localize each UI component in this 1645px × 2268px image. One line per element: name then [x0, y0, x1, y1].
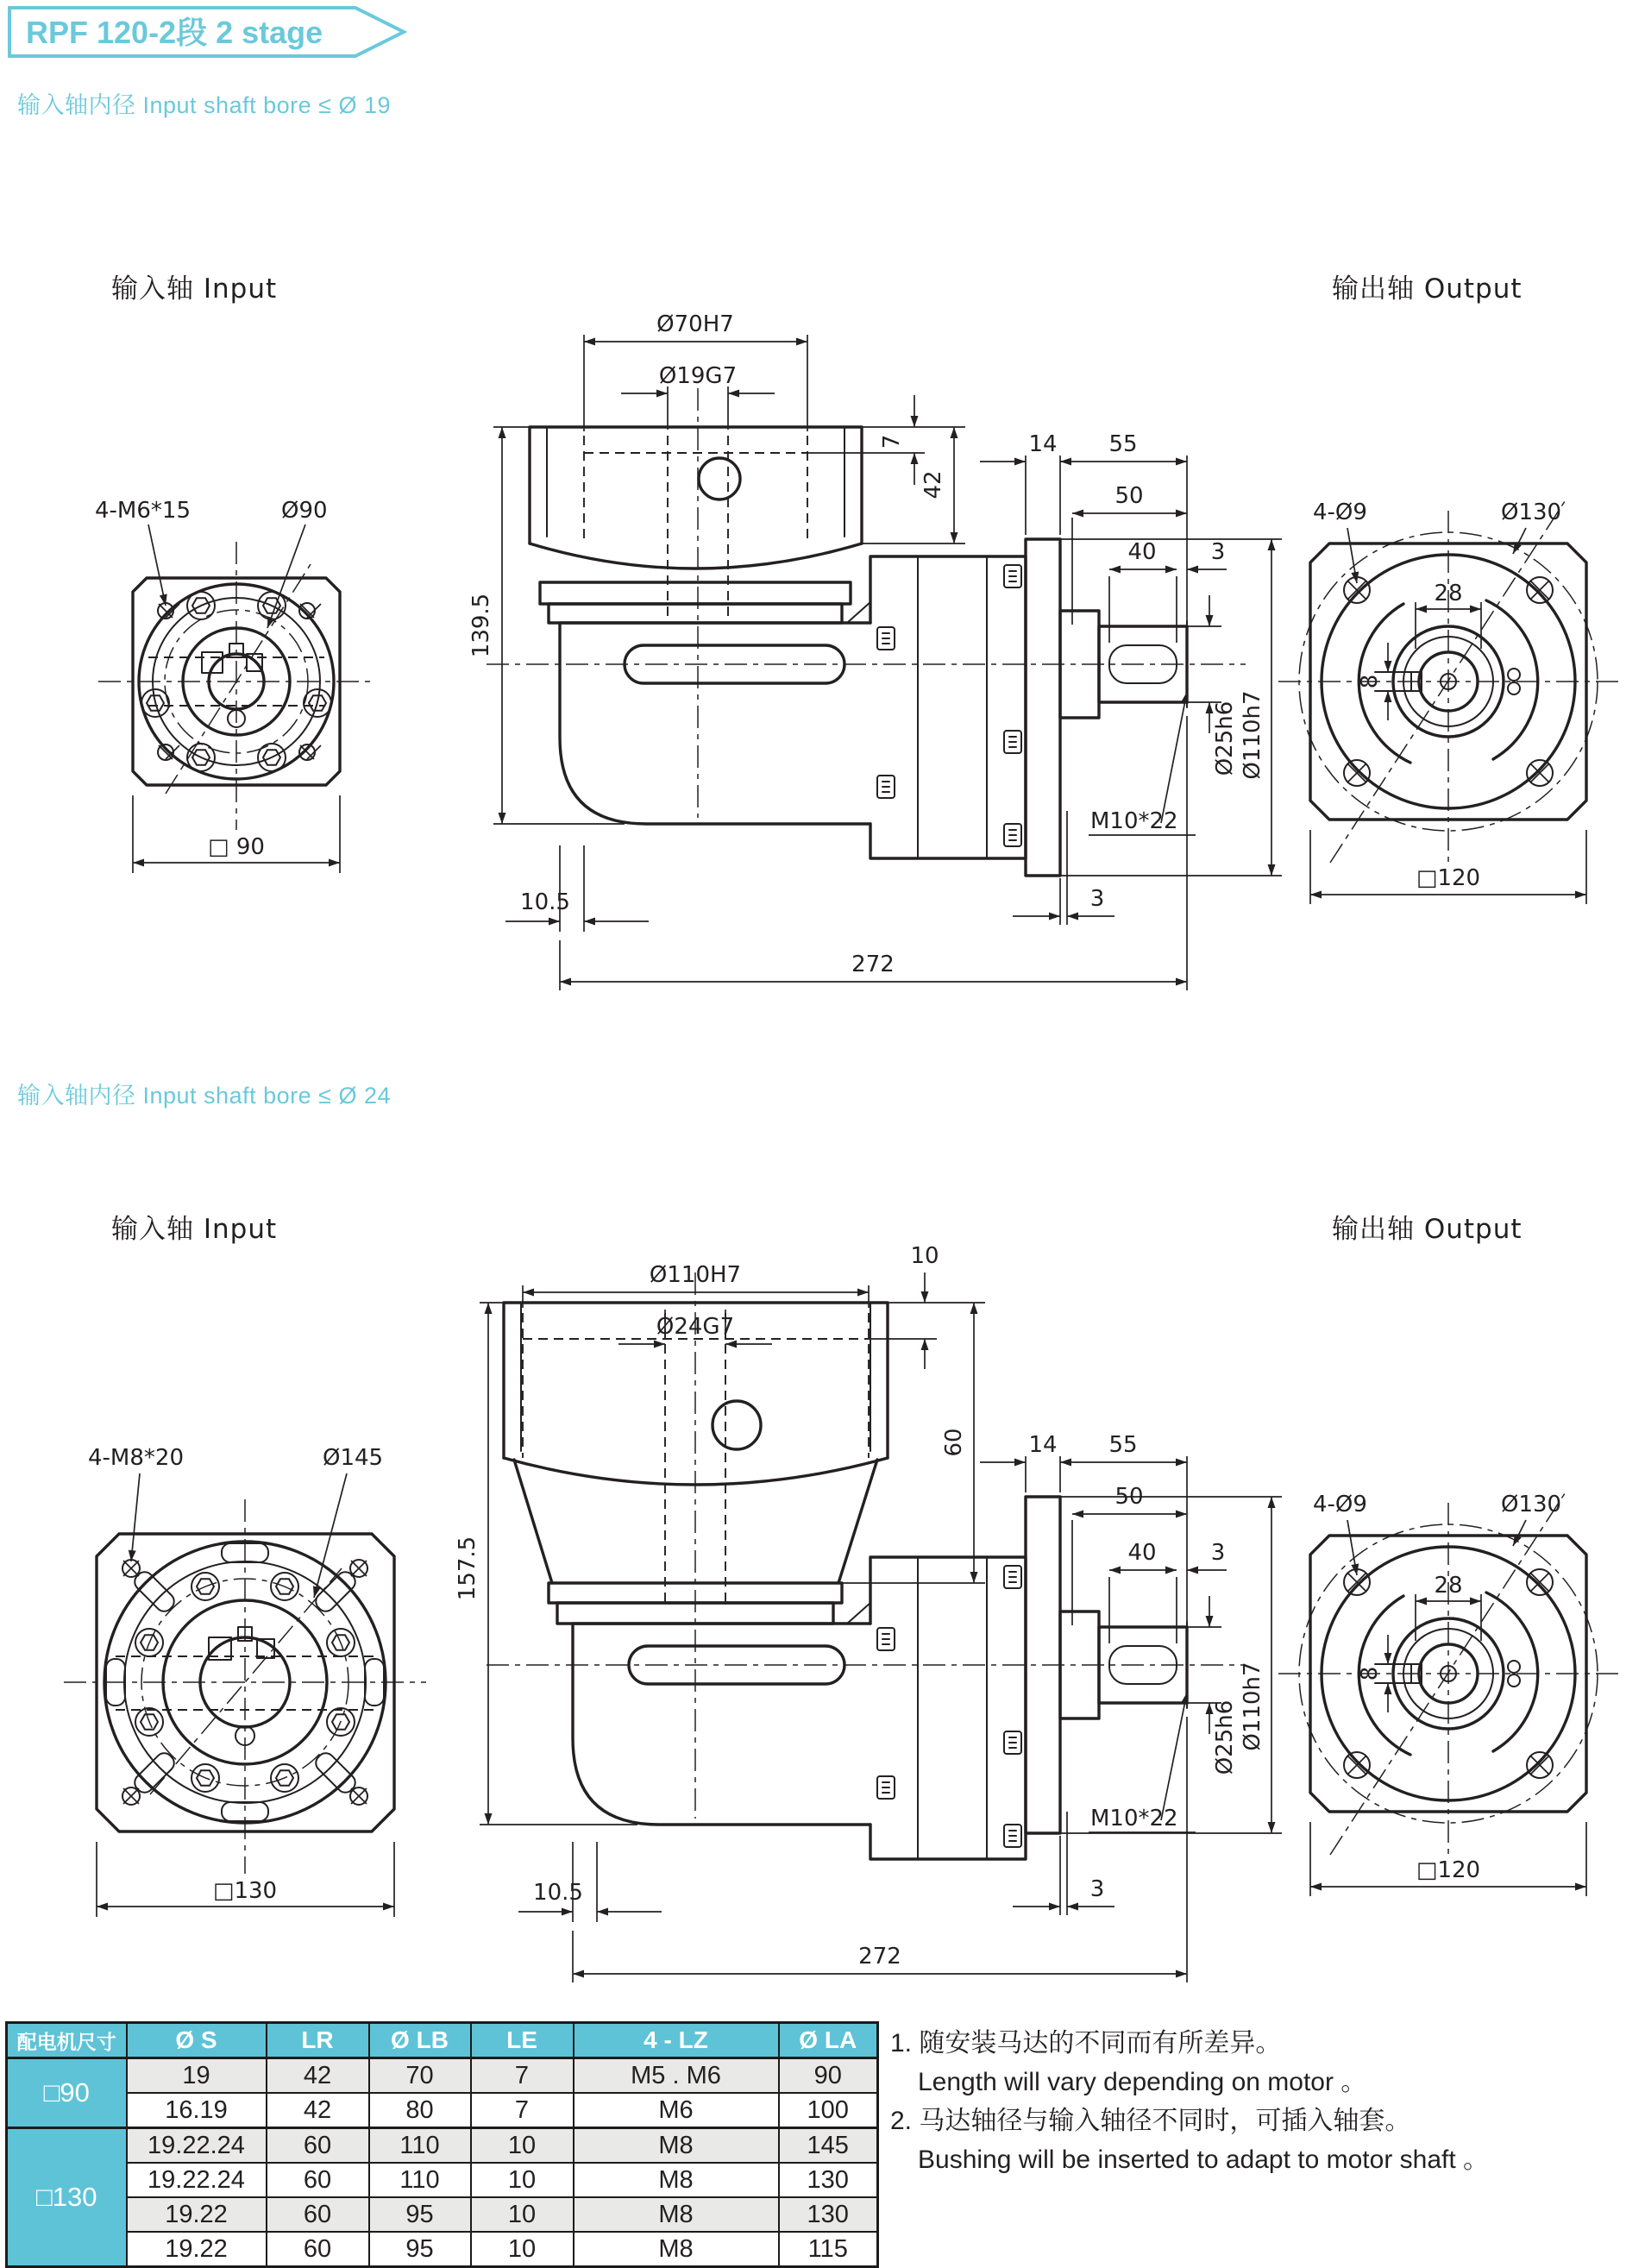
s2-key-end-gap-dim: 3: [1210, 1540, 1226, 1566]
cell: 42: [267, 2058, 369, 2094]
cell: 80: [369, 2093, 471, 2128]
cell: 70: [369, 2058, 471, 2094]
section1-input-screw-label: 4-M6*15: [95, 498, 191, 524]
section2-output-square-dim: □120: [1416, 1857, 1481, 1883]
cell: M6: [574, 2093, 779, 2128]
s1-pilot-dia-dim: Ø110h7: [1240, 690, 1265, 780]
cell: 19.22: [127, 2232, 267, 2267]
footnotes: [890, 2024, 1641, 2179]
s2-mount-height-dim: 60: [941, 1428, 967, 1457]
table-header-row: [7, 2023, 878, 2058]
section2-input-flange-dia: Ø145: [323, 1445, 384, 1471]
cell: 7: [471, 2093, 574, 2128]
s2-tap-label: M10*22: [1090, 1806, 1178, 1831]
cell: 130: [779, 2163, 878, 2197]
section2-subtitle: 输入轴内径 Input shaft bore ≤ Ø 24: [17, 1083, 391, 1109]
s1-shaft-section-dim: 55: [1108, 431, 1138, 457]
section1-input-view: [95, 498, 374, 873]
s2-body-height-dim: 157.5: [455, 1536, 480, 1601]
s1-body-offset-dim: 10.5: [520, 889, 570, 915]
section1-input-flange-dia: Ø90: [281, 498, 328, 524]
table-row: [7, 2232, 878, 2267]
cell: 145: [779, 2128, 878, 2164]
s1-flange-thickness-dim: 14: [1028, 431, 1058, 457]
cell: 10: [471, 2128, 574, 2164]
cell: 110: [369, 2128, 471, 2164]
s1-tap-label: M10*22: [1090, 808, 1178, 834]
s1-shaft-dia-dim: Ø25h6: [1212, 701, 1238, 776]
cell: 115: [779, 2232, 878, 2267]
cell: 60: [267, 2128, 369, 2164]
section2-input-square-dim: □130: [212, 1878, 278, 1904]
s2-face-gap-dim: 3: [1089, 1876, 1105, 1902]
cell: 130: [779, 2197, 878, 2232]
section1-output-view: [1278, 499, 1618, 904]
table-row: [7, 2128, 878, 2164]
s2-shaft-dia-dim: Ø25h6: [1212, 1699, 1238, 1775]
section2-drawing: [21, 1199, 1625, 2019]
section1-input-label: 输入轴 Input: [111, 273, 278, 305]
table-row: [7, 2197, 878, 2232]
cell: M8: [574, 2163, 779, 2197]
section1-drawing: [21, 259, 1625, 1018]
table-row: [7, 2093, 878, 2128]
cell: 100: [779, 2093, 878, 2128]
col-header-lr: LR: [267, 2023, 369, 2058]
cell: 19.22.24: [127, 2128, 267, 2164]
section1-side-view: [468, 311, 1282, 990]
s1-mount-height-dim: 42: [920, 470, 946, 499]
s1-key-length-dim: 40: [1127, 539, 1157, 565]
s2-pilot-bore-dim: Ø110H7: [649, 1262, 742, 1288]
s1-shaft-length-dim: 50: [1114, 483, 1144, 509]
s2-pilot-dia-dim: Ø110h7: [1240, 1662, 1265, 1751]
section2-output-key-width: 28: [1434, 1573, 1463, 1599]
cell: 10: [471, 2232, 574, 2267]
section1-output-label: 输出轴 Output: [1332, 273, 1523, 305]
section1-subtitle: 输入轴内径 Input shaft bore ≤ Ø 19: [17, 92, 391, 118]
cell: 95: [369, 2232, 471, 2267]
section2-output-hole-label: 4-Ø9: [1313, 1492, 1367, 1517]
section2-output-view: [1278, 1491, 1618, 1896]
cell: 19.22.24: [127, 2163, 267, 2197]
section2-side-view: [455, 1243, 1282, 1982]
section2-input-label: 输入轴 Input: [111, 1214, 278, 1245]
cell: M8: [574, 2232, 779, 2267]
section1-output-key-depth: 8: [1357, 674, 1383, 689]
cell: 19.22: [127, 2197, 267, 2232]
section2-output-label: 输出轴 Output: [1332, 1214, 1523, 1245]
cell: 19: [127, 2058, 267, 2094]
s1-pilot-depth-dim: 7: [879, 434, 905, 449]
s2-shaft-section-dim: 55: [1108, 1432, 1138, 1458]
cell: 110: [369, 2163, 471, 2197]
cell: 60: [267, 2197, 369, 2232]
col-header-olb: Ø LB: [369, 2023, 471, 2058]
cell: 10: [471, 2197, 574, 2232]
section2-input-view: [64, 1445, 426, 1917]
section1-input-square-dim: □ 90: [208, 834, 265, 860]
section2-output-key-depth: 8: [1357, 1666, 1383, 1681]
table-row: [7, 2163, 878, 2197]
col-header-os: Ø S: [127, 2023, 267, 2058]
cell: M8: [574, 2128, 779, 2164]
cell: 60: [267, 2232, 369, 2267]
s1-input-bore-dim: Ø19G7: [658, 363, 738, 389]
s1-key-end-gap-dim: 3: [1210, 539, 1226, 565]
section1-output-square-dim: □120: [1416, 865, 1481, 891]
table-row: [7, 2058, 878, 2094]
group-size-130: □130: [7, 2128, 127, 2267]
group-size-90: □90: [7, 2058, 127, 2128]
s1-pilot-bore-dim: Ø70H7: [656, 311, 734, 337]
col-header-4lz: 4 - LZ: [574, 2023, 779, 2058]
s2-total-length-dim: 272: [858, 1944, 901, 1970]
s2-pilot-depth-dim: 10: [910, 1243, 939, 1269]
section1-output-hole-label: 4-Ø9: [1313, 499, 1367, 525]
s1-body-height-dim: 139.5: [468, 593, 494, 658]
note-1-zh: 1. 随安装马达的不同而有所差异。: [890, 2029, 1282, 2058]
cell: 60: [267, 2163, 369, 2197]
section2-input-screw-label: 4-M8*20: [88, 1445, 184, 1471]
col-header-le: LE: [471, 2023, 574, 2058]
page-title: RPF 120-2段 2 stage: [26, 15, 323, 50]
col-header-motor-size: 配电机尺寸: [7, 2023, 127, 2058]
s2-input-bore-dim: Ø24G7: [656, 1314, 735, 1340]
spec-table-wrapper: [5, 2021, 879, 2268]
note-2-zh: 2. 马达轴径与输入轴径不同时，可插入轴套。: [890, 2107, 1411, 2135]
spec-table: [5, 2021, 879, 2268]
s2-shaft-length-dim: 50: [1114, 1484, 1144, 1510]
note-1-en: Length will vary depending on motor 。: [918, 2068, 1367, 2096]
cell: 7: [471, 2058, 574, 2094]
cell: 95: [369, 2197, 471, 2232]
cell: 16.19: [127, 2093, 267, 2128]
s2-body-offset-dim: 10.5: [533, 1880, 583, 1906]
note-2-en: Bushing will be inserted to adapt to motor shaft 。: [918, 2145, 1490, 2174]
col-header-ola: Ø LA: [779, 2023, 878, 2058]
title-banner: [7, 5, 421, 59]
cell: 10: [471, 2163, 574, 2197]
s2-key-length-dim: 40: [1127, 1540, 1157, 1566]
cell: M5 . M6: [574, 2058, 779, 2094]
cell: 90: [779, 2058, 878, 2094]
section2-output-bc-dia: Ø130: [1501, 1492, 1562, 1517]
section1-output-bc-dia: Ø130: [1501, 499, 1562, 525]
cell: 42: [267, 2093, 369, 2128]
section1-output-key-width: 28: [1434, 581, 1463, 606]
s1-total-length-dim: 272: [851, 952, 895, 977]
s1-face-gap-dim: 3: [1089, 886, 1105, 912]
cell: M8: [574, 2197, 779, 2232]
s2-flange-thickness-dim: 14: [1028, 1432, 1058, 1458]
